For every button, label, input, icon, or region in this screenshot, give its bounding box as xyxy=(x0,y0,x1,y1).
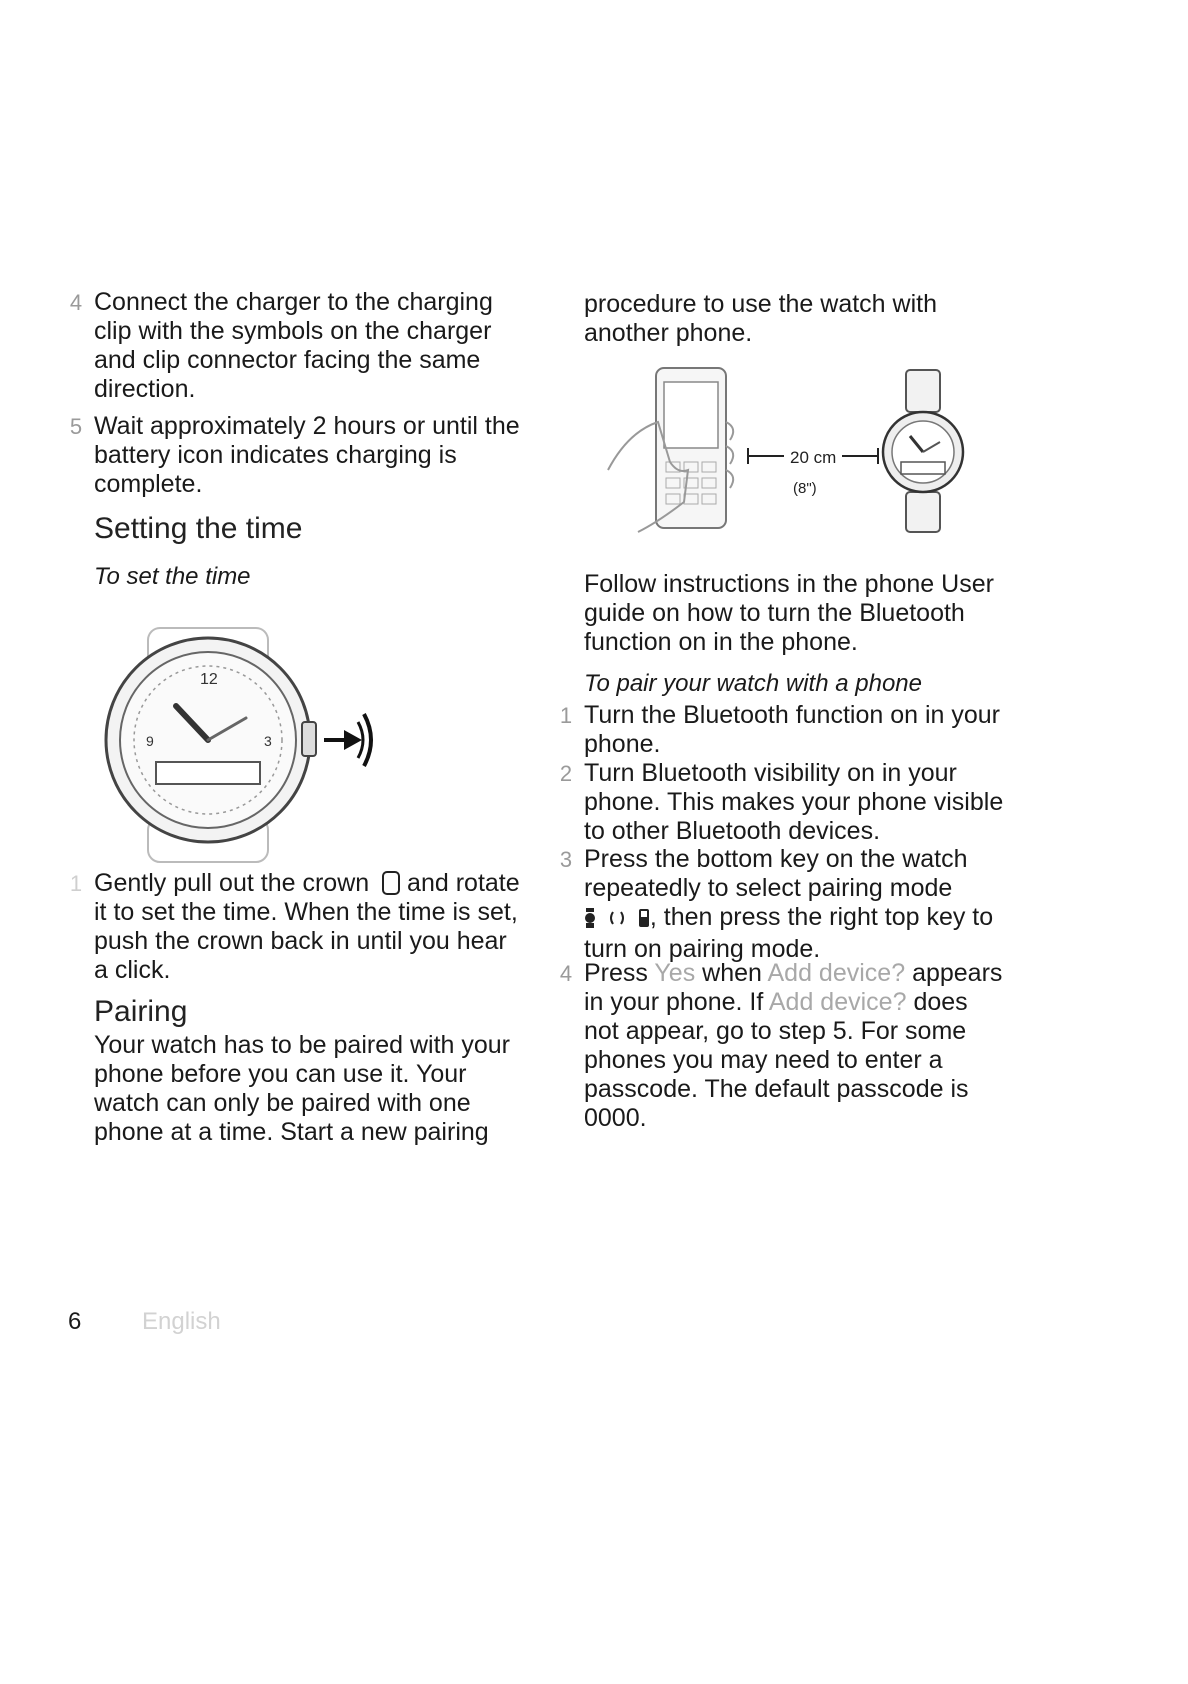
bluetooth-link-icon xyxy=(607,908,627,928)
svg-text:3: 3 xyxy=(264,733,272,749)
step-text-b: , then press the right top key to turn on pairing mode. xyxy=(584,903,994,963)
set-time-subheading: To set the time xyxy=(94,563,251,590)
follow-instructions-paragraph: Follow instructions in the phone User guide on how to turn the Bluetooth function on in the phone. xyxy=(584,570,994,656)
phone-watch-distance-illustration xyxy=(588,362,978,542)
svg-text:12: 12 xyxy=(200,671,218,688)
step-text: Wait approximately 2 hours or until the battery icon indicates charging is complete. xyxy=(94,412,520,498)
step-gently-pull-crown xyxy=(69,869,524,985)
page-number: 6 xyxy=(68,1308,82,1335)
step-text: Turn the Bluetooth function on in your phone. xyxy=(584,701,1001,758)
step-number: 4 xyxy=(69,290,83,315)
pairing-mode-icons xyxy=(584,906,650,935)
language-label: English xyxy=(142,1308,221,1335)
step-5-wait xyxy=(69,412,524,499)
setting-time-heading: Setting the time xyxy=(94,512,303,545)
watch-crown-illustration xyxy=(96,622,386,872)
add-device-prompt: Add device? xyxy=(767,959,906,987)
yes-softkey-label: Yes xyxy=(654,959,696,987)
svg-text:9: 9 xyxy=(146,733,154,749)
step-text: Connect the charger to the charging clip with the symbols on the charger and clip connector facing the same direction. xyxy=(94,288,493,403)
distance-label: 20 cm xyxy=(790,448,837,467)
step-4-charger xyxy=(69,288,514,404)
pair-step-3 xyxy=(559,845,1004,964)
step-number: 3 xyxy=(559,847,573,872)
step-number: 1 xyxy=(69,871,83,896)
watch-icon xyxy=(584,908,596,928)
step-text-press: Press xyxy=(584,959,648,987)
pairing-paragraph: Your watch has to be paired with your phone before you can use it. Your watch can only be paired with one phone at a time. Start a new pairing xyxy=(94,1031,510,1146)
step-text-a: Gently pull out the crown xyxy=(94,869,370,897)
step-text-a: Press the bottom key on the watch repeatedly to select pairing mode xyxy=(584,845,968,902)
pair-step-1 xyxy=(559,701,1004,759)
pair-step-2 xyxy=(559,759,1004,846)
crown-icon xyxy=(382,871,400,895)
step-number: 2 xyxy=(559,761,573,786)
phone-icon xyxy=(638,908,650,928)
step-number: 4 xyxy=(559,961,573,986)
step-number: 5 xyxy=(69,414,83,439)
step-text-when: when xyxy=(702,959,762,987)
add-device-prompt-2: Add device? xyxy=(768,988,907,1016)
pair-step-4 xyxy=(559,959,1004,1133)
step-text-rest: does not appear, go to step 5. For some phones you may need to enter a passcode. The default passcode is 0000. xyxy=(584,988,969,1132)
pair-watch-subheading: To pair your watch with a phone xyxy=(584,670,922,697)
distance-inches: (8") xyxy=(793,480,817,497)
step-text: Turn Bluetooth visibility on in your phone. This makes your phone visible to other Bluetooth devices. xyxy=(584,759,1004,845)
step-number: 1 xyxy=(559,703,573,728)
step-text-appears: appears in your phone. If xyxy=(584,959,1003,1016)
step-text-b: and rotate it to set the time. When the time is set, push the crown back in until you hear a click. xyxy=(94,869,520,984)
pairing-heading: Pairing xyxy=(94,995,188,1028)
continuation-paragraph: procedure to use the watch with another phone. xyxy=(584,290,937,347)
